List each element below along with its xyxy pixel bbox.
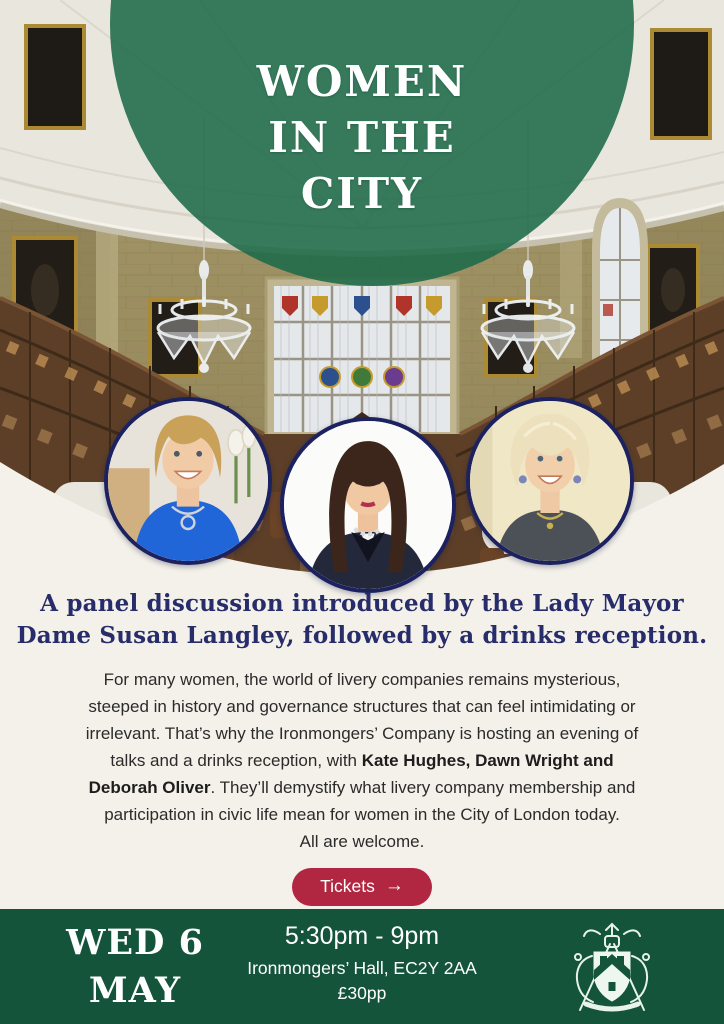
hero-title-line: IN THE bbox=[268, 113, 456, 162]
speaker-photo-right bbox=[466, 397, 634, 565]
arrow-right-icon: → bbox=[384, 875, 404, 896]
event-description bbox=[74, 666, 650, 855]
event-venue: Ironmongers’ Hall, EC2Y 2AA bbox=[247, 958, 477, 978]
description-part2: . They’ll demystify what livery company membership and participation in civic life mean for women in the City of London today. bbox=[104, 778, 636, 824]
description-closing: All are welcome. bbox=[299, 832, 425, 851]
event-date-line2: MAY bbox=[88, 970, 182, 1011]
event-time: 5:30pm - 9pm bbox=[284, 922, 440, 950]
event-heading-line2: Dame Susan Langley, followed by a drinks reception. bbox=[16, 622, 708, 649]
event-logistics bbox=[182, 921, 542, 1004]
event-details bbox=[0, 588, 724, 906]
event-heading-line1: A panel discussion introduced by the Lady Mayor bbox=[40, 590, 684, 617]
description-part1: For many women, the world of livery companies remains mysterious, steeped in history and governance structures that can feel intimidating or irrelevant. That’s why the Ironmongers’ Company is hosting an evening of talks and a drinks reception, with bbox=[85, 670, 639, 770]
tickets-button[interactable] bbox=[292, 868, 432, 906]
hero-title-line: WOMEN bbox=[256, 57, 468, 106]
ironmongers-crest-icon bbox=[564, 918, 660, 1016]
speaker-photo-left bbox=[104, 397, 272, 565]
speaker-photo-center bbox=[280, 417, 456, 593]
event-price: £30pp bbox=[337, 983, 387, 1003]
event-date-line1: WED 6 bbox=[66, 922, 204, 963]
hero-title-line: CITY bbox=[300, 169, 424, 218]
tickets-button-label: Tickets bbox=[320, 876, 375, 896]
event-footer bbox=[0, 909, 724, 1024]
speaker-names: Kate Hughes, Dawn Wright and Deborah Oliver bbox=[88, 751, 614, 797]
event-heading bbox=[0, 588, 724, 652]
hero-title bbox=[0, 54, 724, 222]
